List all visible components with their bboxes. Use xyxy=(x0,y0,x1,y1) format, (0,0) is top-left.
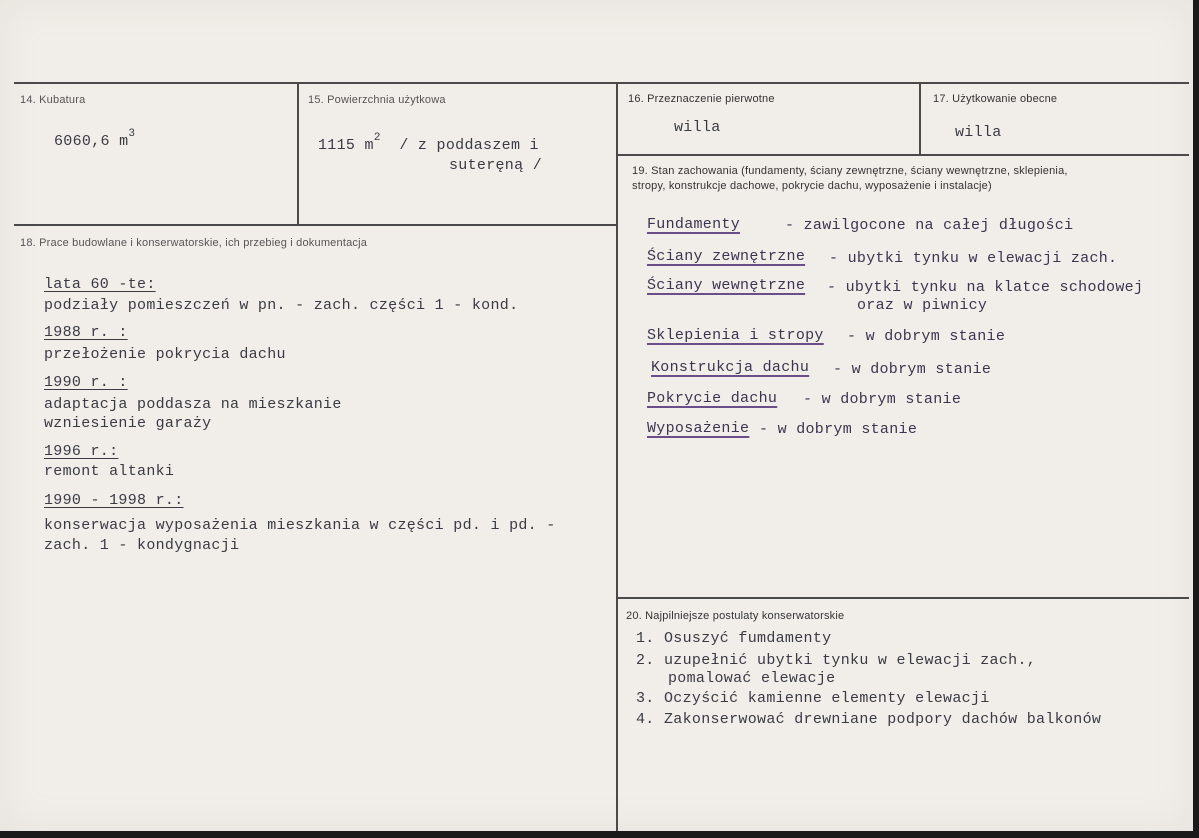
s19-term-fundamenty: Fundamenty xyxy=(647,216,741,233)
divider-14-15 xyxy=(297,82,299,226)
label-powierzchnia: 15. Powierzchnia użytkowa xyxy=(308,94,446,106)
s18-line: zach. 1 - kondygnacji xyxy=(44,537,240,554)
s20-num: 1. xyxy=(636,630,655,647)
s19-term-sciany-wewn: Ściany wewnętrzne xyxy=(647,277,806,294)
value-powierzchnia: 1115 $m^2$ / z poddaszem i xyxy=(318,132,539,154)
rule-above-20 xyxy=(617,597,1189,599)
s19-desc-cont: oraz w piwnicy xyxy=(857,297,988,314)
label-prace: 18. Prace budowlane i konserwatorskie, ich przebieg i dokumentacja xyxy=(20,237,368,249)
divider-16-17 xyxy=(919,82,921,156)
s20-text: Zakonserwować drewniane podpory dachów balkonów xyxy=(664,711,1102,728)
s19-desc: - ubytki tynku w elewacji zach. xyxy=(829,250,1118,267)
s20-num: 3. xyxy=(636,690,655,707)
s18-heading: 1990 - 1998 r.: xyxy=(44,492,184,509)
label-stan-zachowania-cont: stropy, konstrukcje dachowe, pokrycie dachu, wyposażenie i instalacje) xyxy=(632,180,992,192)
value-powierzchnia-cont: suteręną / xyxy=(449,157,543,174)
value-kubatura: 6060,6 $m^3$ xyxy=(54,128,136,150)
s19-term-sklepienia: Sklepienia i stropy xyxy=(647,327,824,344)
s18-line: podziały pomieszczeń w pn. - zach. części 1 - kond. xyxy=(44,297,519,314)
s20-text: Osuszyć fumdamenty xyxy=(664,630,832,647)
s20-text: uzupełnić ubytki tynku w elewacji zach., xyxy=(664,652,1037,669)
s19-desc: - ubytki tynku na klatce schodowej xyxy=(827,279,1144,296)
label-przeznaczenie: 16. Przeznaczenie pierwotne xyxy=(628,93,775,105)
s18-heading: 1996 r.: xyxy=(44,443,119,460)
s18-line: przełożenie pokrycia dachu xyxy=(44,346,286,363)
s19-desc: - w dobrym stanie xyxy=(847,328,1006,345)
s20-num: 2. xyxy=(636,652,655,669)
label-postulaty: 20. Najpilniejsze postulaty konserwatorskie xyxy=(626,610,845,622)
s18-line: konserwacja wyposażenia mieszkania w części pd. i pd. - xyxy=(44,517,556,534)
s19-desc: - w dobrym stanie xyxy=(803,391,962,408)
value-uzytkowanie: willa xyxy=(955,124,1002,141)
s19-desc: - w dobrym stanie xyxy=(759,421,918,438)
s18-heading: 1988 r. : xyxy=(44,324,128,341)
s20-num: 4. xyxy=(636,711,655,728)
value-przeznaczenie: willa xyxy=(674,119,721,136)
s20-text: Oczyścić kamienne elementy elewacji xyxy=(664,690,990,707)
s19-term-sciany-zewn: Ściany zewnętrzne xyxy=(647,248,806,265)
label-kubatura: 14. Kubatura xyxy=(20,94,86,106)
label-stan-zachowania: 19. Stan zachowania (fundamenty, ściany zewnętrzne, ściany wewnętrzne, sklepienia, xyxy=(632,165,1068,177)
s20-text-cont: pomalować elewacje xyxy=(668,670,836,687)
s18-line: adaptacja poddasza na mieszkanie xyxy=(44,396,342,413)
rule-under-14-15 xyxy=(14,224,618,226)
s18-line: wzniesienie garaży xyxy=(44,415,212,432)
rule-under-16-17 xyxy=(617,154,1189,156)
s18-heading: lata 60 -te: xyxy=(44,276,156,293)
s19-term-pokrycie: Pokrycie dachu xyxy=(647,390,778,407)
label-uzytkowanie: 17. Użytkowanie obecne xyxy=(933,93,1058,105)
divider-main xyxy=(616,82,618,831)
s19-desc: - zawilgocone na całej długości xyxy=(785,217,1074,234)
s19-desc: - w dobrym stanie xyxy=(833,361,992,378)
s19-term-konstrukcja: Konstrukcja dachu xyxy=(651,359,810,376)
s18-heading: 1990 r. : xyxy=(44,374,128,391)
top-rule xyxy=(14,82,1189,84)
s19-term-wyposazenie: Wyposażenie xyxy=(647,420,750,437)
s18-line: remont altanki xyxy=(44,463,175,480)
